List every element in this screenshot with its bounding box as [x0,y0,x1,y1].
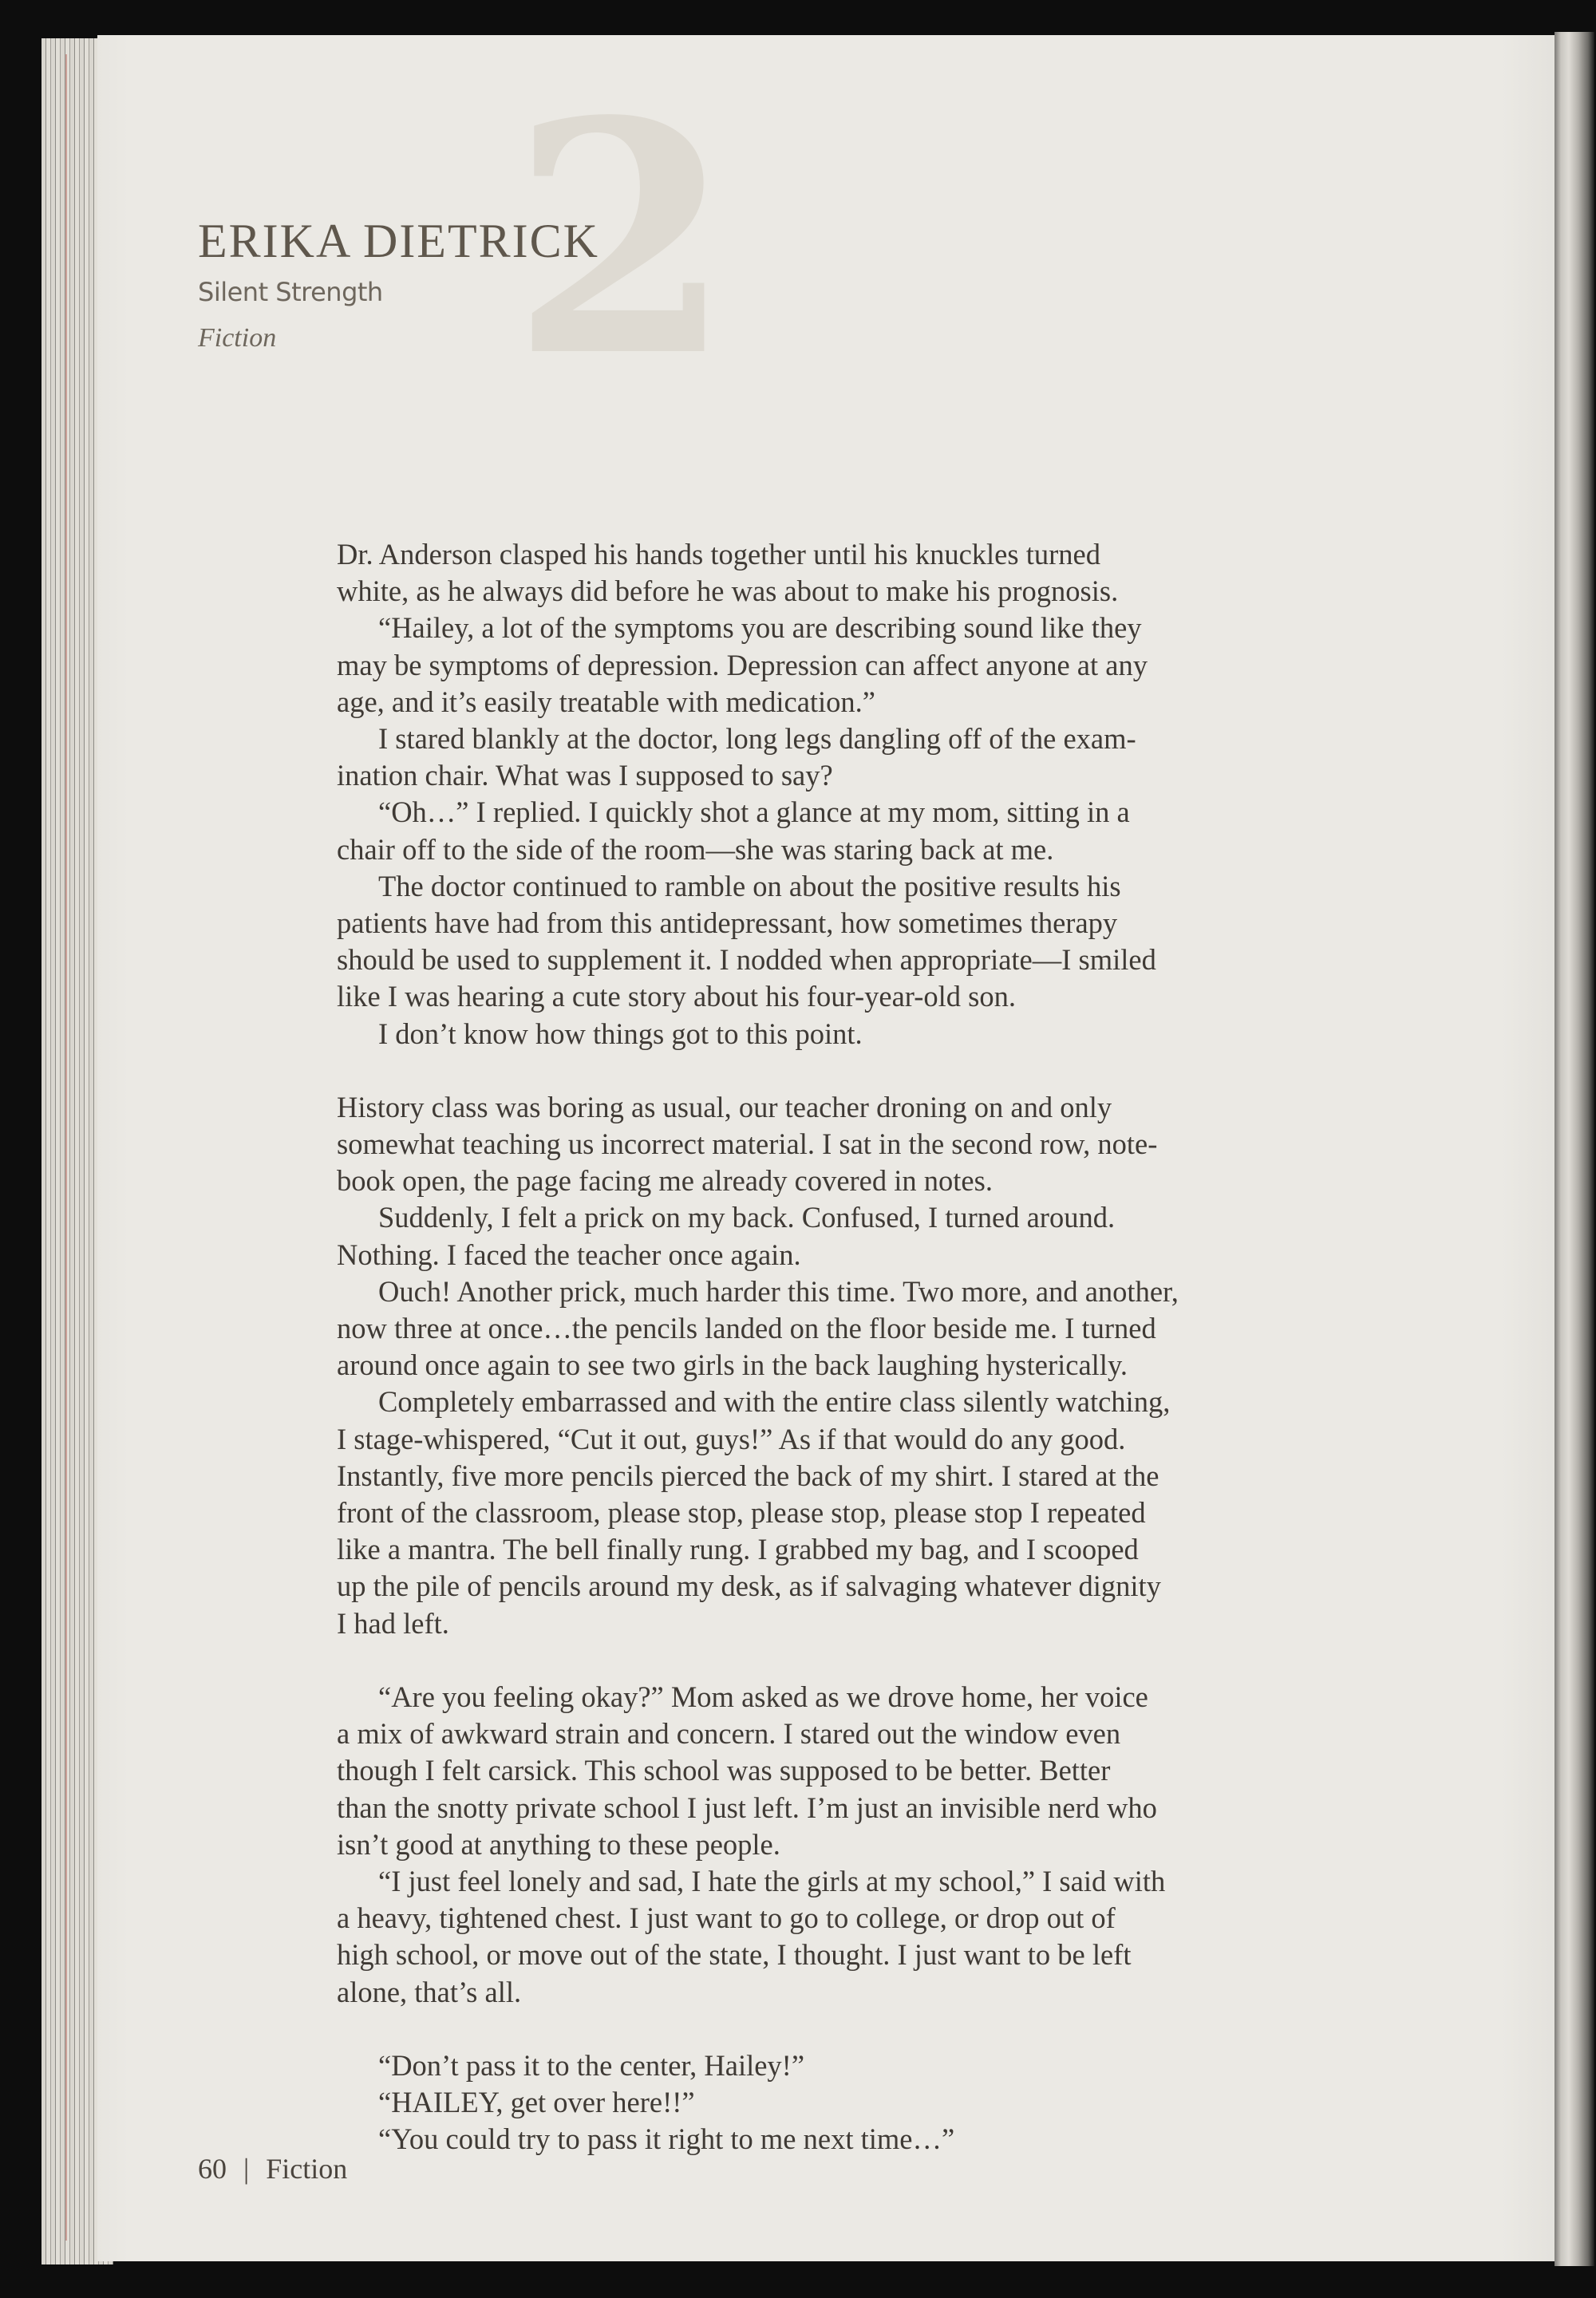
body-line: like a mantra. The bell finally rung. I grabbed my bag, and I scooped [337,1533,1139,1566]
body-line: should be used to supplement it. I nodded when appropriate—I smiled [337,943,1156,977]
body-line: chair off to the side of the room—she was staring back at me. [337,832,1054,866]
body-line: like I was hearing a cute story about his four-year-old son. [337,980,1016,1013]
body-line: Ouch! Another prick, much harder this time. Two more, and another, [378,1274,1179,1308]
body-line: up the pile of pencils around my desk, as if salvaging whatever dignity [337,1570,1161,1603]
body-line: Instantly, five more pencils pierced the back of my shirt. I stared at the [337,1459,1159,1492]
body-line: “I just feel lonely and sad, I hate the girls at my school,” I said with [378,1864,1166,1897]
body-line: Completely embarrassed and with the entire class silently watching, [378,1385,1171,1419]
body-line: around once again to see two girls in the back laughing hysterically. [337,1348,1128,1382]
body-line: age, and it’s easily treatable with medication.” [337,685,876,718]
footer-separator: | [243,2153,250,2185]
section-break [337,1052,1374,1089]
genre-label: Fiction [198,323,277,353]
body-line: than the snotty private school I just left. I’m just an invisible nerd who [337,1791,1157,1824]
body-line: may be symptoms of depression. Depression can affect anyone at any [337,648,1148,681]
body-line: isn’t good at anything to these people. [337,1827,780,1861]
body-line: Nothing. I faced the teacher once again. [337,1238,801,1271]
story-body [337,536,1374,2158]
body-line: “HAILEY, get over here!!” [378,2085,695,2118]
footer-section: Fiction [266,2153,348,2185]
body-line: high school, or move out of the state, I thought. I just want to be left [337,1938,1132,1972]
body-line: though I felt carsick. This school was supposed to be better. Better [337,1754,1111,1787]
body-line: History class was boring as usual, our teacher droning on and only [337,1090,1112,1123]
body-line: alone, that’s all. [337,1975,522,2008]
body-line: a heavy, tightened chest. I just want to go to college, or drop out of [337,1901,1116,1935]
body-line: “Hailey, a lot of the symptoms you are describing sound like they [378,611,1142,645]
body-line: ination chair. What was I supposed to say? [337,759,833,792]
body-line: white, as he always did before he was about to make his prognosis. [337,574,1119,608]
body-line: Dr. Anderson clasped his hands together until his knuckles turned [337,538,1100,571]
body-line: now three at once…the pencils landed on the floor beside me. I turned [337,1312,1156,1345]
section-break [337,2011,1374,2047]
body-line: a mix of awkward strain and concern. I stared out the window even [337,1717,1121,1751]
body-line: patients have had from this antidepressant, how sometimes therapy [337,906,1118,940]
body-line: front of the classroom, please stop, please stop, please stop I repeated [337,1496,1146,1530]
body-line: I don’t know how things got to this point. [378,1017,863,1050]
author-name: ERIKA DIETRICK [198,215,599,267]
body-line: “You could try to pass it right to me next time…” [378,2122,955,2156]
body-line: I stared blankly at the doctor, long legs dangling off of the exam- [378,722,1136,756]
body-line: “Oh…” I replied. I quickly shot a glance at my mom, sitting in a [378,796,1130,829]
body-line: somewhat teaching us incorrect material. I sat in the second row, note- [337,1127,1158,1161]
page-edge-stain [65,54,67,2241]
page-footer [198,2151,347,2186]
facing-page-edge [1555,32,1594,2266]
body-line: Suddenly, I felt a prick on my back. Confused, I turned around. [378,1201,1116,1234]
body-line: “Don’t pass it to the center, Hailey!” [378,2048,805,2082]
body-line: I stage-whispered, “Cut it out, guys!” As if that would do any good. [337,1422,1126,1455]
body-line: “Are you feeling okay?” Mom asked as we drove home, her voice [378,1680,1148,1713]
section-break [337,1642,1374,1679]
page-number: 60 [198,2153,227,2185]
body-line: The doctor continued to ramble on about the positive results his [378,869,1121,902]
story-title: Silent Strength [198,277,383,307]
body-line: book open, the page facing me already covered in notes. [337,1164,993,1198]
body-line: I had left. [337,1606,449,1640]
chapter-numeral: 2 [511,52,733,427]
